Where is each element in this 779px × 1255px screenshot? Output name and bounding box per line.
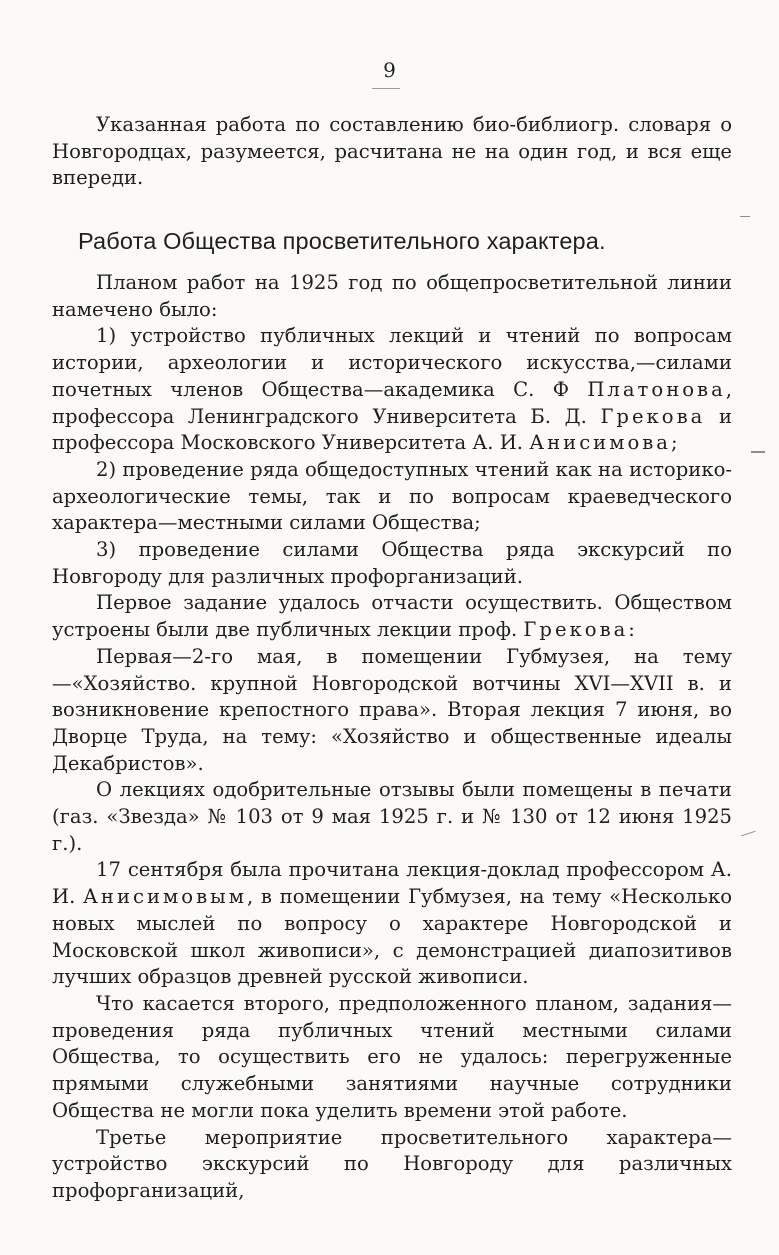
first-task-text-part: : [628, 618, 635, 642]
person-name: Анисимова [529, 431, 671, 455]
september-lecture-text-part: , в помещении Губмузея, на тему «Несколько новых мыслей по вопросу о характере Новгородской и Московской школ живописи», с демонстрацией диапозитивов лучших образцов древней русской живописи. [52, 885, 732, 989]
first-task-text-part: Первое задание удалось отчасти осуществить. Обществом устроены были две публичных лекции проф. [52, 591, 732, 642]
page-number: 9 [383, 58, 396, 82]
page-number-rule [372, 88, 400, 89]
margin-mark [741, 831, 756, 837]
paragraph-second-task: Что касается второго, предположенного планом, задания—проведения ряда публичных чтений местными силами Общества, то осуществить его не удалось: перегруженные прямыми служебными занятиями научные сотрудники Общества не могли пока уделить времени этой работе. [52, 991, 732, 1122]
paragraph-september-lecture [52, 857, 732, 991]
paragraph-plan: Планом работ на 1925 год по общепросветительной линии намечено было: [52, 271, 732, 321]
paragraph-item-1 [52, 323, 732, 457]
margin-mark [751, 451, 765, 453]
person-name: Анисимовым [83, 885, 247, 909]
item-1-text-part: , профессора Ленинградского Университета Б. Д. [52, 377, 732, 428]
person-name: Грекова [600, 404, 706, 428]
intro-paragraph: Указанная работа по составлению био-библиогр. словаря о Новгородцах, разумеется, расчитана не на один год, и вся еще впереди. [52, 113, 732, 190]
paragraph-item-3: 3) проведение силами Общества ряда экскурсий по Новгороду для различных профорганизаций. [52, 538, 732, 588]
paragraph-press: О лекциях одобрительные отзывы были помещены в печати (газ. «Звезда» № 103 от 9 мая 1925 г. и № 130 от 12 июня 1925 г.). [52, 778, 732, 855]
person-name: Грекова [523, 618, 629, 642]
main-text-block [52, 270, 732, 1205]
person-name: Платонова [587, 377, 726, 401]
intro-block [52, 112, 732, 192]
margin-mark [740, 216, 750, 217]
paragraph-item-2: 2) проведение ряда общедоступных чтений как на историко-археологические темы, так и по вопросам краеведческого характера—местными силами Общества; [52, 457, 732, 535]
item-1-text-part: ; [671, 431, 678, 455]
item-1-text-part: 1) устройство публичных лекций и чтений по вопросам истории, археологии и исторического искусства,—силами почетных членов Общества—академика С. Ф [52, 324, 732, 401]
item-1-text-part: и профессора Московского Университета А. И. [52, 404, 733, 455]
september-lecture-text-part: 17 сентября была прочитана лекция-доклад профессором А. И. [52, 858, 732, 909]
section-title: Работа Общества просветительного характера. [78, 228, 606, 254]
paragraph-lectures: Первая—2-го мая, в помещении Губмузея, на тему—«Хозяйство. крупной Новгородской вотчины XVI—XVII в. и возникновение крепостного права». Вторая лекция 7 июня, во Дворце Труда, на тему: «Хозяйство и общественные идеалы Декабристов». [52, 644, 732, 775]
paragraph-first-task [52, 590, 732, 643]
paragraph-third-task: Третье мероприятие просветительного характера—устройство экскурсий по Новгороду для различных профорганизаций, [52, 1125, 732, 1202]
